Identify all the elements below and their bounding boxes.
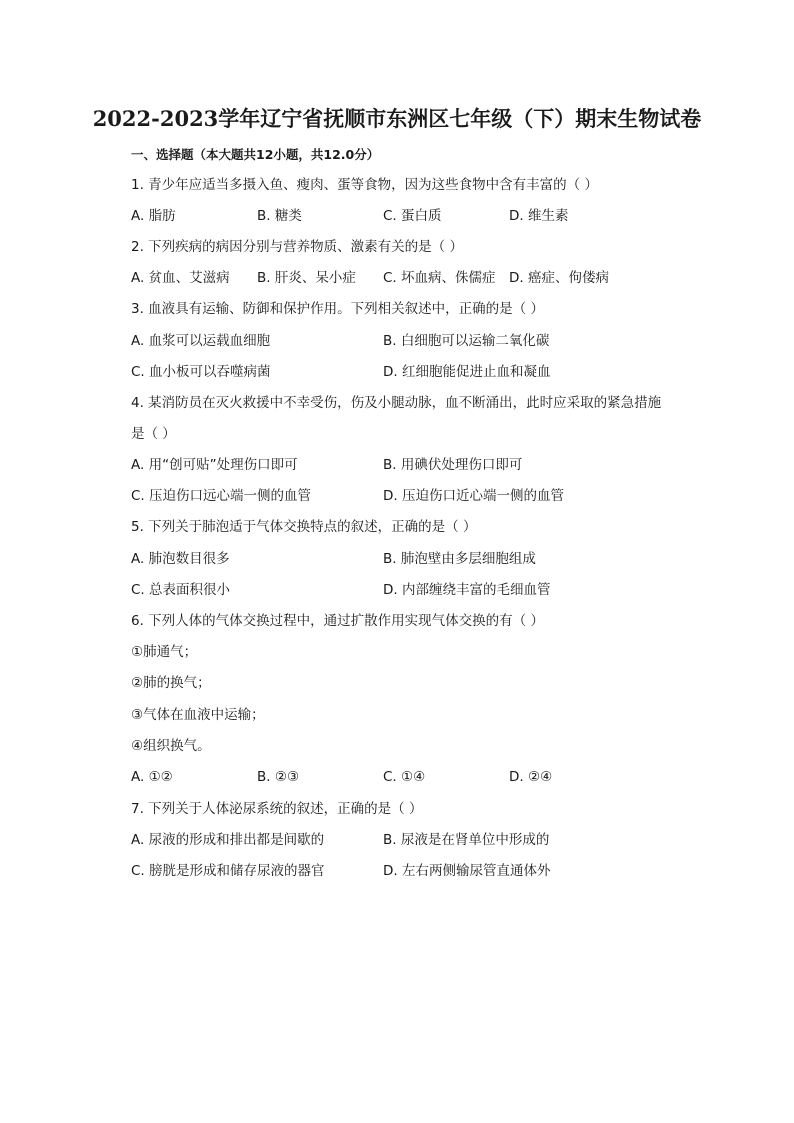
question-1-stem: 1. 青少年应适当多摄入鱼、瘦肉、蛋等食物，因为这些食物中含有丰富的（ ） (131, 177, 598, 193)
question-2-stem: 2. 下列疾病的病因分别与营养物质、激素有关的是（ ） (131, 239, 463, 255)
question-6-option-b: B. ②③ (257, 769, 300, 785)
question-7-stem: 7. 下列关于人体泌尿系统的叙述，正确的是（ ） (131, 801, 423, 817)
question-6-option-a: A. ①② (131, 769, 173, 785)
question-6-item-4: ④组织换气。 (131, 738, 211, 754)
question-5-option-d: D. 内部缠绕丰富的毛细血管 (383, 582, 551, 598)
question-2-option-c: C. 坏血病、侏儒症 (383, 270, 496, 286)
question-2-option-a: A. 贫血、艾滋病 (131, 270, 230, 286)
question-6-item-2: ②肺的换气； (131, 675, 211, 691)
question-4-option-b: B. 用碘伏处理伤口即可 (383, 457, 523, 473)
question-6-stem: 6. 下列人体的气体交换过程中，通过扩散作用实现气体交换的有（ ） (131, 613, 544, 629)
question-3-option-a: A. 血浆可以运载血细胞 (131, 333, 271, 349)
page-title: 2022-2023学年辽宁省抚顺市东洲区七年级（下）期末生物试卷 (92, 106, 702, 131)
question-4-stem-cont: 是（ ） (131, 426, 176, 442)
question-7-option-a: A. 尿液的形成和排出都是间歇的 (131, 832, 325, 848)
question-3-stem: 3. 血液具有运输、防御和保护作用。下列相关叙述中，正确的是（ ） (131, 301, 544, 317)
question-7-option-b: B. 尿液是在肾单位中形成的 (383, 832, 550, 848)
question-6-item-1: ①肺通气； (131, 644, 198, 660)
question-3-option-c: C. 血小板可以吞噬病菌 (131, 364, 271, 380)
question-4-option-c: C. 压迫伤口远心端一侧的血管 (131, 488, 312, 504)
question-5-stem: 5. 下列关于肺泡适于气体交换特点的叙述，正确的是（ ） (131, 519, 477, 535)
question-7-option-c: C. 膀胱是形成和储存尿液的器官 (131, 863, 325, 879)
question-1-option-a: A. 脂肪 (131, 208, 176, 224)
question-6-option-d: D. ②④ (509, 769, 553, 785)
question-7-option-d: D. 左右两侧输尿管直通体外 (383, 863, 551, 879)
question-2-option-d: D. 癌症、佝偻病 (509, 270, 609, 286)
question-6-option-c: C. ①④ (383, 769, 426, 785)
question-5-option-a: A. 肺泡数目很多 (131, 551, 230, 567)
section-heading: 一、选择题（本大题共12小题，共12.0分） (131, 147, 380, 162)
question-6-item-3: ③气体在血液中运输； (131, 707, 265, 723)
question-4-option-d: D. 压迫伤口近心端一侧的血管 (383, 488, 564, 504)
question-3-option-b: B. 白细胞可以运输二氧化碳 (383, 333, 550, 349)
question-2-option-b: B. 肝炎、呆小症 (257, 270, 356, 286)
question-1-option-d: D. 维生素 (509, 208, 569, 224)
question-3-option-d: D. 红细胞能促进止血和凝血 (383, 364, 551, 380)
question-4-option-a: A. 用“创可贴”处理伤口即可 (131, 457, 298, 473)
question-1-option-b: B. 糖类 (257, 208, 302, 224)
question-1-option-c: C. 蛋白质 (383, 208, 442, 224)
question-5-option-b: B. 肺泡壁由多层细胞组成 (383, 551, 536, 567)
question-4-stem: 4. 某消防员在灭火救援中不幸受伤，伤及小腿动脉，血不断涌出，此时应采取的紧急措施 (131, 395, 662, 411)
question-5-option-c: C. 总表面积很小 (131, 582, 231, 598)
